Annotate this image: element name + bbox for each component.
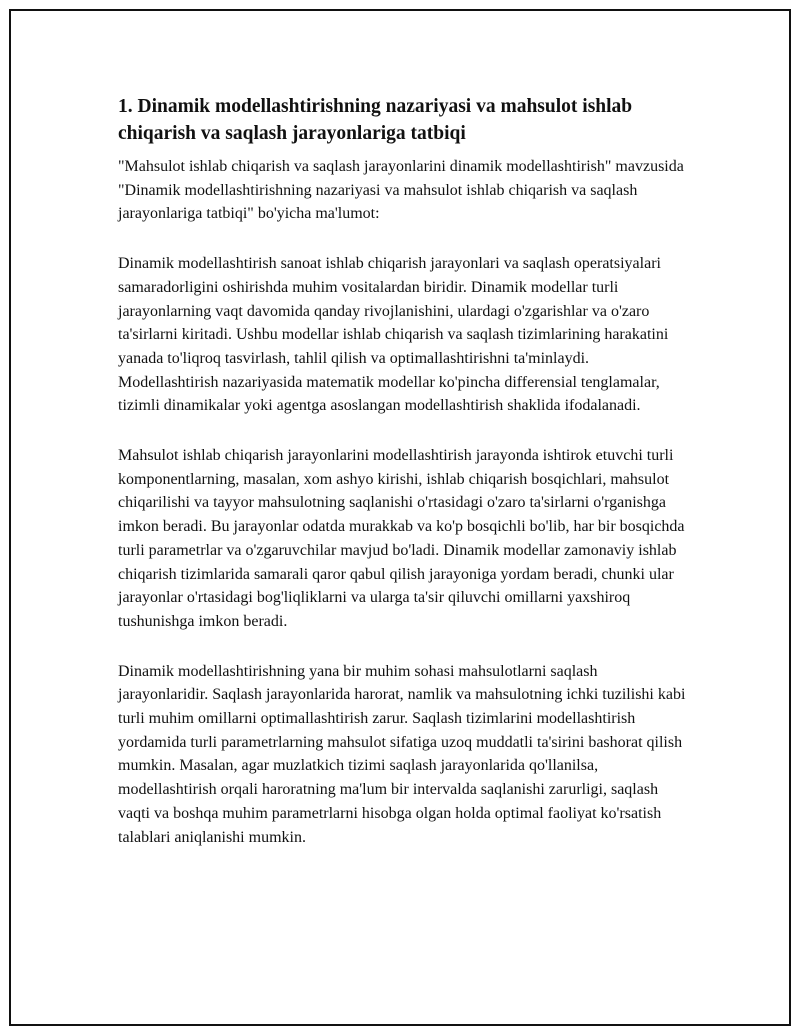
- document-body: [118, 93, 688, 875]
- section-heading: 1. Dinamik modellashtirishning nazariyasi va mahsulot ishlab chiqarish va saqlash jarayonlariga tatbiqi: [118, 96, 633, 144]
- body-paragraph-1: Dinamik modellashtirish sanoat ishlab chiqarish jarayonlari va saqlash operatsiyalari samaradorligini oshirishda muhim vositalardan biridir. Dinamik modellar turli jarayonlarning vaqt davomida qanday rivojlanishini, ulardagi o'zgarishlar va o'zaro ta'sirlarni kiritadi. Ushbu modellar ishlab chiqarish va saqlash tizimlarining harakatini yanada to'liqroq tasvirlash, tahlil qilish va optimallashtirishni ta'minlaydi. Modellashtirish nazariyasida matematik modellar ko'pincha differensial tenglamalar, tizimli dinamikalar yoki agentga asoslangan modellashtirish shaklida ifodalanadi.: [118, 255, 669, 415]
- intro-paragraph: "Mahsulot ishlab chiqarish va saqlash jarayonlarini dinamik modellashtirish" mavzusida "Dinamik modellashtirishning nazariyasi va mahsulot ishlab chiqarish va saqlash jarayonlariga tatbiqi" bo'yicha ma'lumot:: [118, 158, 684, 223]
- body-paragraph-3: Dinamik modellashtirishning yana bir muhim sohasi mahsulotlarni saqlash jarayonlaridir. Saqlash jarayonlarida harorat, namlik va mahsulotning ichki tuzilishi kabi turli muhim omillarni optimallashtirish zarur. Saqlash tizimlarini modellashtirish yordamida turli parametrlarning mahsulot sifatiga uzoq muddatli ta'sirini bashorat qilish mumkin. Masalan, agar muzlatkich tizimi saqlash jarayonlarida qo'llanilsa, modellashtirish orqali haroratning ma'lum bir intervalda saqlanishi zarurligi, saqlash vaqti va boshqa muhim parametrlarni hisobga olgan holda optimal faoliyat ko'rsatish talablari aniqlanishi mumkin.: [118, 662, 686, 846]
- body-paragraph-2: Mahsulot ishlab chiqarish jarayonlarini modellashtirish jarayonda ishtirok etuvchi turli komponentlarning, masalan, xom ashyo kirishi, ishlab chiqarish bosqichlari, mahsulot chiqarilishi va tayyor mahsulotning saqlanishi o'rtasidagi o'zaro ta'sirlarni o'rganishga imkon beradi. Bu jarayonlar odatda murakkab va ko'p bosqichli bo'lib, har bir bosqichda turli parametrlar va o'zgaruvchilar mavjud bo'ladi. Dinamik modellar zamonaviy ishlab chiqarish tizimlarida samarali qaror qabul qilish jarayoniga yordam beradi, chunki ular jarayonlar o'rtasidagi bog'liqliklarni va ularga ta'sir qiluvchi omillarni yaxshiroq tushunishga imkon beradi.: [118, 447, 685, 630]
